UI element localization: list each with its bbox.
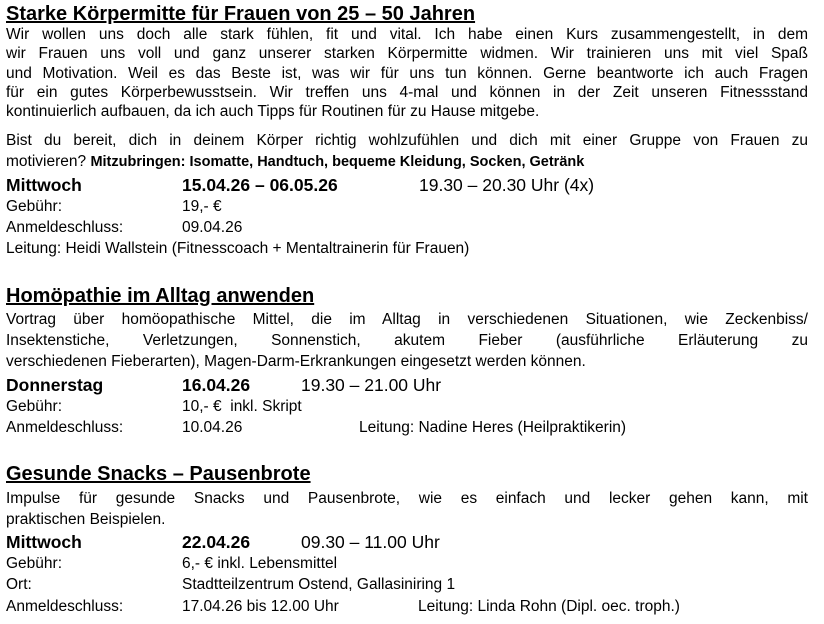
- course2-day: Donnerstag: [6, 375, 104, 395]
- course1-time: 19.30 – 20.30 Uhr (4x): [419, 175, 595, 195]
- course2-deadline-label: Anmeldeschluss:: [6, 419, 124, 436]
- course2-time: 19.30 – 21.00 Uhr: [301, 375, 442, 395]
- course2-deadline: 10.04.26: [182, 419, 243, 436]
- course1-desc-line: und Motivation. Weil es das Beste ist, was wir für uns tun können. Gerne beantworte ich auch Fragen: [6, 65, 808, 82]
- course1-desc-line: Bist du bereit, dich in deinem Körper richtig wohlzufühlen und dich mit einer Gruppe von Frauen zu: [6, 132, 808, 149]
- course3-leader: Leitung: Linda Rohn (Dipl. oec. troph.): [418, 598, 680, 615]
- course2-desc-line: Insektenstiche, Verletzungen, Sonnenstich, akutem Fieber (ausführliche Erläuterung zu: [6, 332, 808, 349]
- course2-desc-last: verschiedenen Fieberarten), Magen-Darm-Erkrankungen eingesetzt werden können.: [6, 353, 586, 370]
- course3-deadline-label: Anmeldeschluss:: [6, 598, 124, 615]
- course2-fee-label: Gebühr:: [6, 398, 63, 415]
- course2-desc-line: Vortrag über homöopathische Mittel, die im Alltag in verschiedenen Situationen, wie Zeckenbiss/: [6, 311, 808, 328]
- course3-place-label: Ort:: [6, 576, 32, 593]
- course1-desc-last: [6, 153, 584, 171]
- course1-desc-line: Wir wollen uns doch alle stark fühlen, fit und vital. Ich habe einen Kurs zusammengestellt, in dem: [6, 26, 808, 43]
- course3-time: 09.30 – 11.00 Uhr: [301, 532, 440, 552]
- course3-desc-last: praktischen Beispielen.: [6, 511, 166, 528]
- course3-place: Stadtteilzentrum Ostend, Gallasiniring 1: [182, 576, 456, 593]
- course3-deadline: 17.04.26 bis 12.00 Uhr: [182, 598, 339, 615]
- course1-desc-line: kontinuierlich aufbauen, da ich auch Tipps für Routinen für zu Hause mitgebe.: [6, 103, 540, 120]
- course1-title: Starke Körpermitte für Frauen von 25 – 50 Jahren: [6, 3, 476, 25]
- course1-desc-line: wir Frauen uns voll und ganz unserer starken Körpermitte widmen. Wir trainieren uns mit viel Spaß: [6, 45, 808, 62]
- course3-day: Mittwoch: [6, 532, 82, 552]
- course1-deadline: 09.04.26: [182, 219, 243, 236]
- course1-deadline-label: Anmeldeschluss:: [6, 219, 124, 236]
- course1-date: 15.04.26 – 06.05.26: [182, 175, 338, 195]
- course1-desc-line: für ein gutes Körperbewusstsein. Wir treffen uns 4-mal und können in der Zeit unseren Fitnessstand: [6, 84, 808, 101]
- course1-fee: 19,- €: [182, 198, 222, 215]
- course2-leader: Leitung: Nadine Heres (Heilpraktikerin): [359, 419, 627, 436]
- course3-fee-label: Gebühr:: [6, 555, 63, 572]
- course3-fee: 6,- € inkl. Lebensmittel: [182, 555, 338, 572]
- course1-desc-end: motivieren?: [6, 153, 87, 170]
- course1-bring-label: Mitzubringen: Isomatte, Handtuch, bequeme Kleidung, Socken, Getränk: [90, 154, 585, 170]
- course1-fee-label: Gebühr:: [6, 198, 63, 215]
- course2-title: Homöpathie im Alltag anwenden: [6, 285, 315, 307]
- course1-leader: Leitung: Heidi Wallstein (Fitnesscoach + Mentaltrainerin für Frauen): [6, 240, 470, 257]
- course3-title: Gesunde Snacks – Pausenbrote: [6, 463, 311, 485]
- course2-fee: 10,- € inkl. Skript: [182, 398, 302, 415]
- course3-date: 22.04.26: [182, 532, 251, 552]
- course2-date: 16.04.26: [182, 375, 251, 395]
- course1-day: Mittwoch: [6, 175, 82, 195]
- course3-desc-line: Impulse für gesunde Snacks und Pausenbrote, wie es einfach und lecker gehen kann, mit: [6, 490, 808, 507]
